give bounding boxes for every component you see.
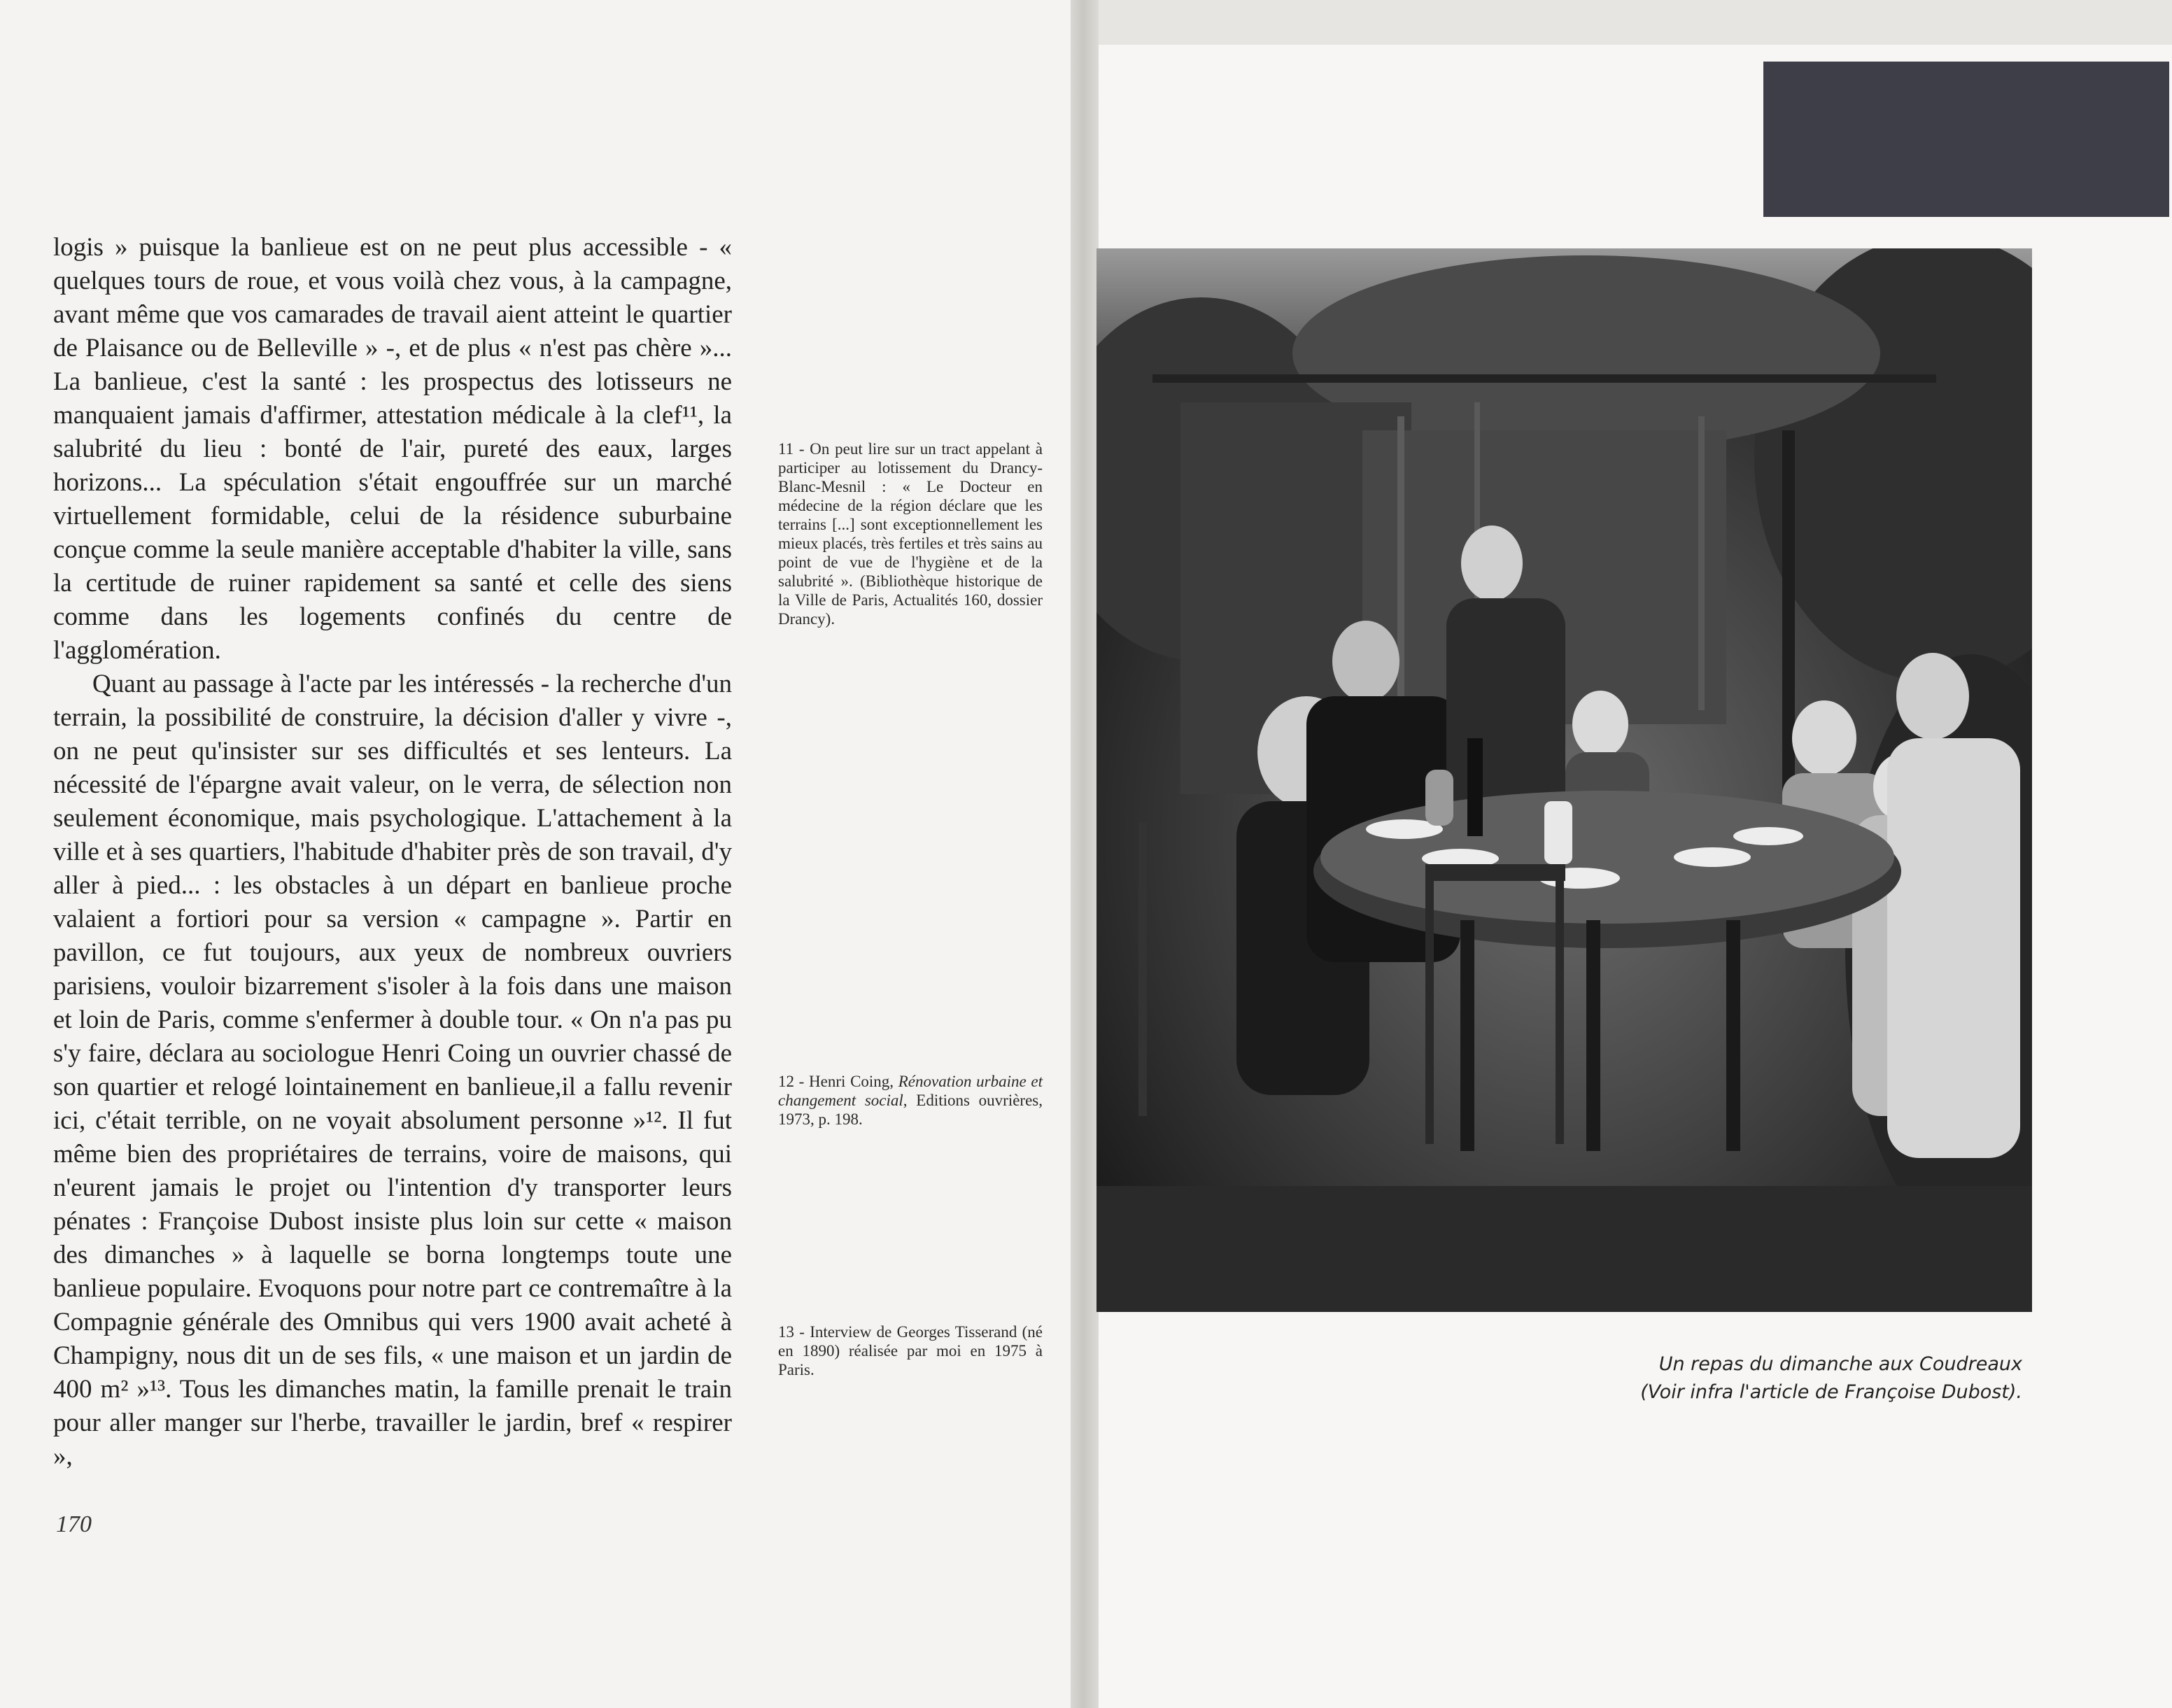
footnote-12 [778,1072,1043,1129]
footnote-11: 11 - On peut lire sur un tract appelant à participer au lotissement du Drancy-Blanc-Mesnil : « Le Docteur en médecine de la région déclare que les terrains [...] sont exceptionnellement les mieux placés, très fertiles et très sains au point de vue de l'hygiène et de la salubrité ». (Bibliothèque historique de la Ville de Paris, Actualités 160, dossier Drancy). [778,440,1043,628]
book-gutter [1071,0,1099,1708]
caption-line-2: (Voir infra l'article de Françoise Dubost). [1640,1381,2022,1403]
caption-line-1: Un repas du dimanche aux Coudreaux [1658,1353,2022,1375]
paragraph-2: Quant au passage à l'acte par les intéressés - la recherche d'un terrain, la possibilité de construire, la décision d'aller y vivre -, on ne peut qu'insister sur ses difficultés et ses lenteurs. La nécessité de l'épargne avait valeur, on le verra, de sélection non seulement économique, mais psychologique. L'attachement à la ville et à ses quartiers, l'habitude d'habiter près de son travail, d'y aller à pied... : les obstacles à un départ en banlieue proche valaient a fortiori pour sa version « campagne ». Partir en pavillon, ce fut toujours, aux yeux de nombreux ouvriers parisiens, vouloir bizarrement s'isoler à la fois dans une maison et loin de Paris, comme s'enfermer à double tour. « On n'a pas pu s'y faire, déclara au sociologue Henri Coing un ouvrier chassé de son quartier et relogé lointainement en banlieue,il a fallu revenir ici, c'était terrible, on ne voyait absolument personne »¹². Il fut même bien des propriétaires de terrains, voire de maisons, qui n'eurent jamais le projet ou l'intention d'y transporter leurs pénates : Françoise Dubost insiste plus loin sur cette « maison des dimanches » à laquelle se borna longtemps toute une banlieue populaire. Evoquons pour notre part ce contremaître à la Compagnie générale des Omnibus qui vers 1900 avait acheté à Champigny, nous dit un de ses fils, « une maison et un jardin de 400 m² »¹³. Tous les dimanches matin, la famille prenait le train pour aller manger sur l'herbe, travailler le jardin, bref « respirer », [53,670,732,1471]
family-meal-photograph [1096,248,2032,1312]
dark-tab-marker [1763,62,2169,217]
footnote-13: 13 - Interview de Georges Tisserand (né en 1890) réalisée par moi en 1975 à Paris. [778,1323,1043,1378]
page-number: 170 [56,1511,92,1537]
left-page [0,0,1071,1708]
photo-caption [1539,1350,2022,1406]
footnote-12-lead: 12 - Henri Coing, [778,1073,898,1090]
body-text [53,231,732,1474]
paragraph-1: logis » puisque la banlieue est on ne peut plus accessible - « quelques tours de roue, et vous voilà chez vous, à la campagne, avant même que vos camarades de travail aient atteint le quartier de Plaisance ou de Belleville » -, et de plus « n'est pas chère »... La banlieue, c'est la santé : les prospectus des lotisseurs ne manquaient jamais d'affirmer, attestation médicale à la clef¹¹, la salubrité du lieu : bonté de l'air, pureté des eaux, larges horizons... La spéculation s'était engouffrée sur un marché virtuellement formidable, celui de la résidence suburbaine conçue comme la seule manière acceptable d'habiter la ville, sans la certitude de ruiner rapidement sa santé et celle des siens comme dans les logements confinés du centre de l'agglomération. [53,233,732,665]
footnote-12-tail: , Editions ouvrières, 1973, p. 198. [778,1092,1043,1128]
photo-illustration [1096,248,2032,1312]
footnote-12-title: Rénovation urbaine et changement social [778,1073,1043,1109]
